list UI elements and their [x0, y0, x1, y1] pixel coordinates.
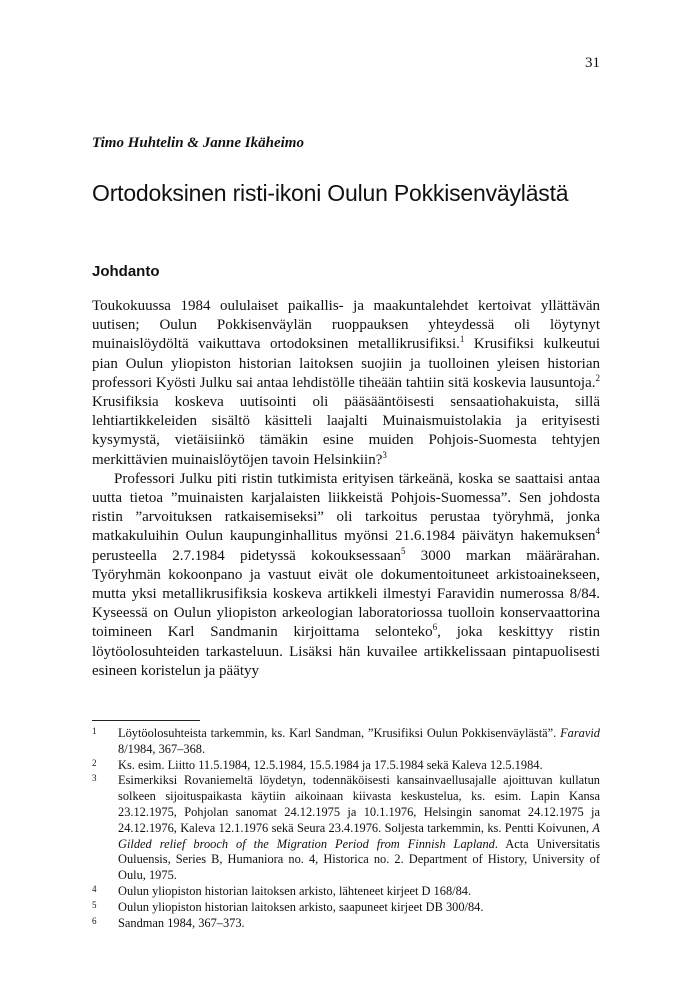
paragraph	[92, 470, 600, 681]
footnote-text: . Acta Universitatis Ouluensis, Series B, Humaniora no. 4, Historica no. 2. Department of History, University of Oulu, 1975.	[118, 836, 600, 883]
footnote-ref: 1	[459, 334, 465, 345]
footnote-number: 4	[92, 883, 97, 894]
footnotes	[92, 726, 600, 931]
footnote-number: 6	[92, 915, 97, 926]
footnote-ref: 3	[382, 449, 387, 460]
footnote-number: 5	[92, 899, 97, 910]
footnote-title: A Gilded relief brooch of the Migration Period from Finnish Lapland	[118, 820, 600, 851]
footnote	[92, 726, 600, 758]
footnote-text: Sandman 1984, 367–373.	[118, 915, 245, 930]
footnote-number: 2	[92, 757, 97, 768]
footnote-title: Faravid	[560, 726, 600, 740]
sentence: Krusifiksia koskeva uutisointi oli pääsääntöisesti sensaatiohakuista, sillä lehtiartikkeleiden sisältö käsitteli laajalti Muinaismuistolakia ja erityisesti kysymystä, vietäisiinkö tämäkin esine muiden Pohjois-Suomesta tehtyjen merkittävien muinaislöytöjen tavoin Helsinkiin?	[92, 394, 600, 468]
sentence: Krusifiksi kulkeutui pian Oulun yliopiston historian laitoksen suojiin ja tuolloinen yleisen historian professori Kyösti Julku sai antaa lehdistölle tiheään tahtiin sitä koskevia lausuntoja.	[92, 336, 601, 391]
footnote-number: 1	[92, 726, 97, 736]
footnote-text: Ks. esim. Liitto 11.5.1984, 12.5.1984, 15.5.1984 ja 17.5.1984 sekä Kaleva 12.5.1984.	[118, 757, 543, 772]
sentence: Toukokuussa 1984 oululaiset paikallis- ja maakuntalehdet kertoivat yllättävän uutisen; Oulun Pokkisenväylän ruoppauksen yhteydessä oli löytynyt muinaislöydöltä vaikuttava ortodoksinen metallikrusifiksi.	[92, 298, 600, 353]
sentence: Professori Julku piti ristin tutkimista erityisen tärkeänä, koska se saattaisi antaa uutta tietoa ”muinaisten karjalaisten liikkeistä Pohjois-Suomessa”. Sen johdosta ristin ”arvoituksen ratkaisemiseksi” oli tarkoitus perustaa työryhmä, jonka matkakuluihin Oulun kaupunginhallitus myönsi 21.6.1984 päivätyn hakemuksen	[92, 470, 600, 545]
footnote-ref: 4	[595, 526, 600, 537]
footnote-text: Oulun yliopiston historian laitoksen arkisto, lähteneet kirjeet D 168/84.	[118, 883, 472, 898]
footnote	[92, 900, 600, 916]
footnote-number: 3	[92, 773, 97, 784]
footnote-text: Esimerkiksi Rovaniemeltä löydetyn, todennäköisesti kansainvaellusajalle ajoittuvan kullatun solkeen sijoituspaikasta käytiin aikoinaan kiivasta keskustelua, ks. esim. Lapin Kansa 23.12.1975, Pohjolan sanomat 24.12.1975 ja 10.1.1976, Helsingin sanomat 24.12.1975 ja 24.12.1976, Kaleva 12.1.1976 sekä Seura 23.4.1976. Soljesta tarkemmin, ks. Pentti Koivunen,	[118, 773, 600, 835]
article-authors: Timo Huhtelin & Janne Ikäheimo	[92, 135, 304, 151]
footnote-ref: 2	[595, 372, 600, 383]
sentence: perusteella 2.7.1984 pidetyssä kokouksessaan	[92, 547, 402, 564]
footnote-text: 8/1984, 367–368.	[118, 741, 206, 756]
footnote-ref: 5	[401, 545, 406, 556]
section-heading: Johdanto	[92, 263, 160, 280]
page-number: 31	[585, 55, 600, 71]
footnote-text: Oulun yliopiston historian laitoksen arkisto, saapuneet kirjeet DB 300/84.	[118, 899, 484, 914]
footnote-text: Löytöolosuhteista tarkemmin, ks. Karl Sandman, ”Krusifiksi Oulun Pokkisenväylästä”.	[118, 726, 561, 740]
paragraph	[92, 297, 600, 470]
footnote	[92, 773, 600, 884]
footnote	[92, 758, 600, 774]
footnote	[92, 884, 600, 900]
sentence: 3000 markan määrärahan. Työryhmän kokoonpano ja vastuut eivät ole dokumentoituneet arkistoainekseen, mutta yksi metallikrusifiksia koskeva artikkeli ilmestyi Faravidin numerossa 8/84. Kyseessä on Oulun yliopiston arkeologian laboratoriossa tuolloin konservaattorina toimineen Karl Sandmanin kirjoittama selonteko	[92, 547, 600, 641]
footnote-ref: 6	[432, 622, 438, 633]
footnote	[92, 916, 600, 932]
article-title: Ortodoksinen risti-ikoni Oulun Pokkisenväylästä	[92, 180, 569, 206]
sentence: , joka keskittyy ristin löytöolosuhteiden tarkasteluun. Lisäksi hän kuvailee artikkelissaan pintapuolisesti esineen koristelun ja päätyy	[92, 624, 600, 679]
body-text	[92, 297, 600, 681]
footnote-divider	[92, 720, 200, 721]
